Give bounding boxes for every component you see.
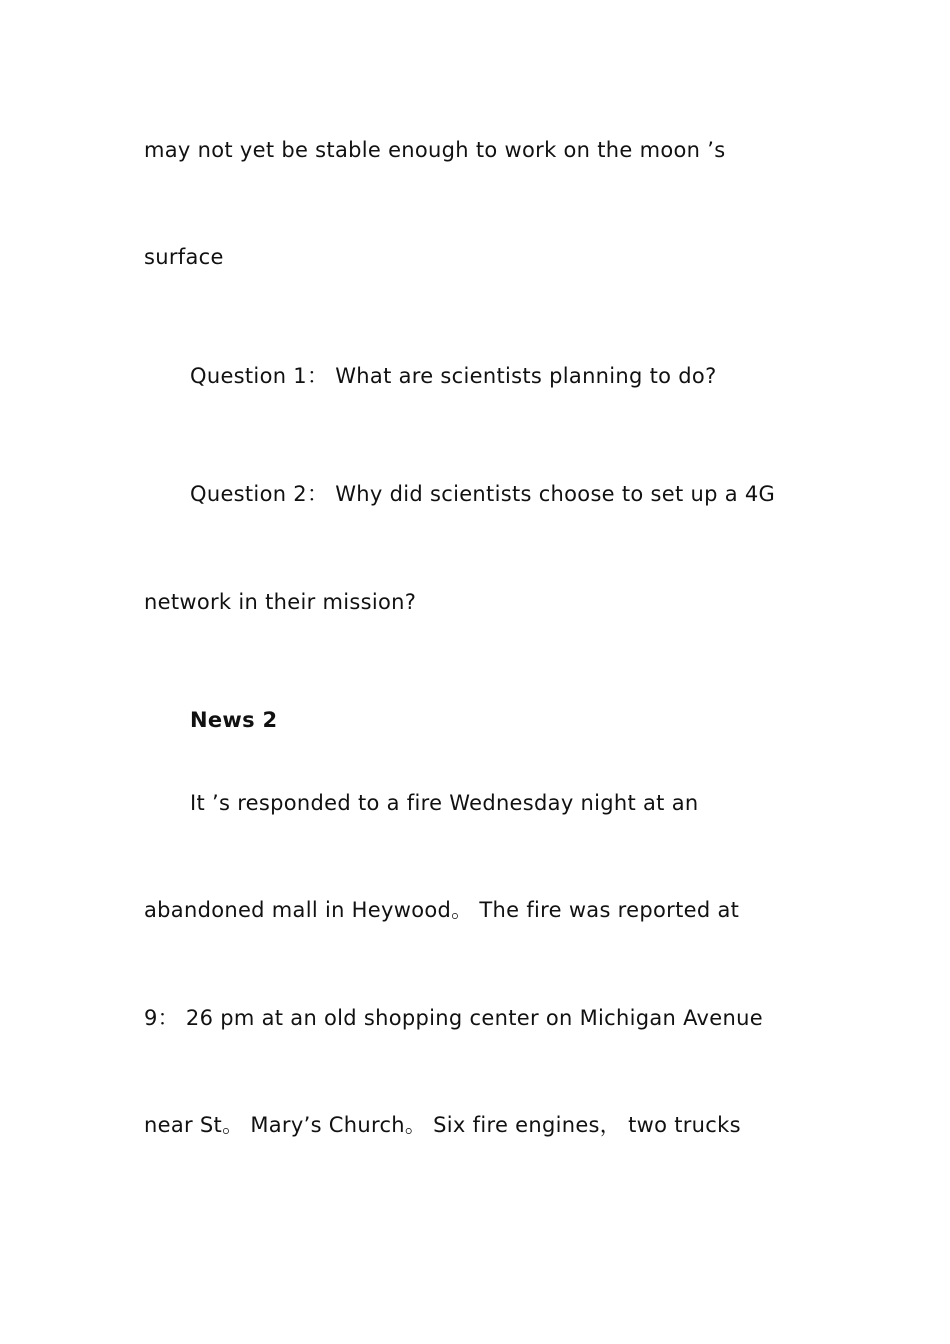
text-line: abandoned mall in Heywood。 The fire was reported at xyxy=(144,898,740,922)
text-line: network in their mission? xyxy=(144,590,417,614)
section-heading: News 2 xyxy=(190,708,278,732)
text-line: near St。 Mary’s Church。 Six fire engines， two trucks xyxy=(144,1113,741,1137)
question-2: Question 2： Why did scientists choose to set up a 4G xyxy=(190,482,776,506)
text-line: 9： 26 pm at an old shopping center on Michigan Avenue xyxy=(144,1006,763,1030)
text-line: It ’s responded to a fire Wednesday night at an xyxy=(190,791,699,815)
text-line: surface xyxy=(144,245,224,269)
text-line: may not yet be stable enough to work on the moon ’s xyxy=(144,138,726,162)
question-1: Question 1： What are scientists planning to do? xyxy=(190,364,717,388)
